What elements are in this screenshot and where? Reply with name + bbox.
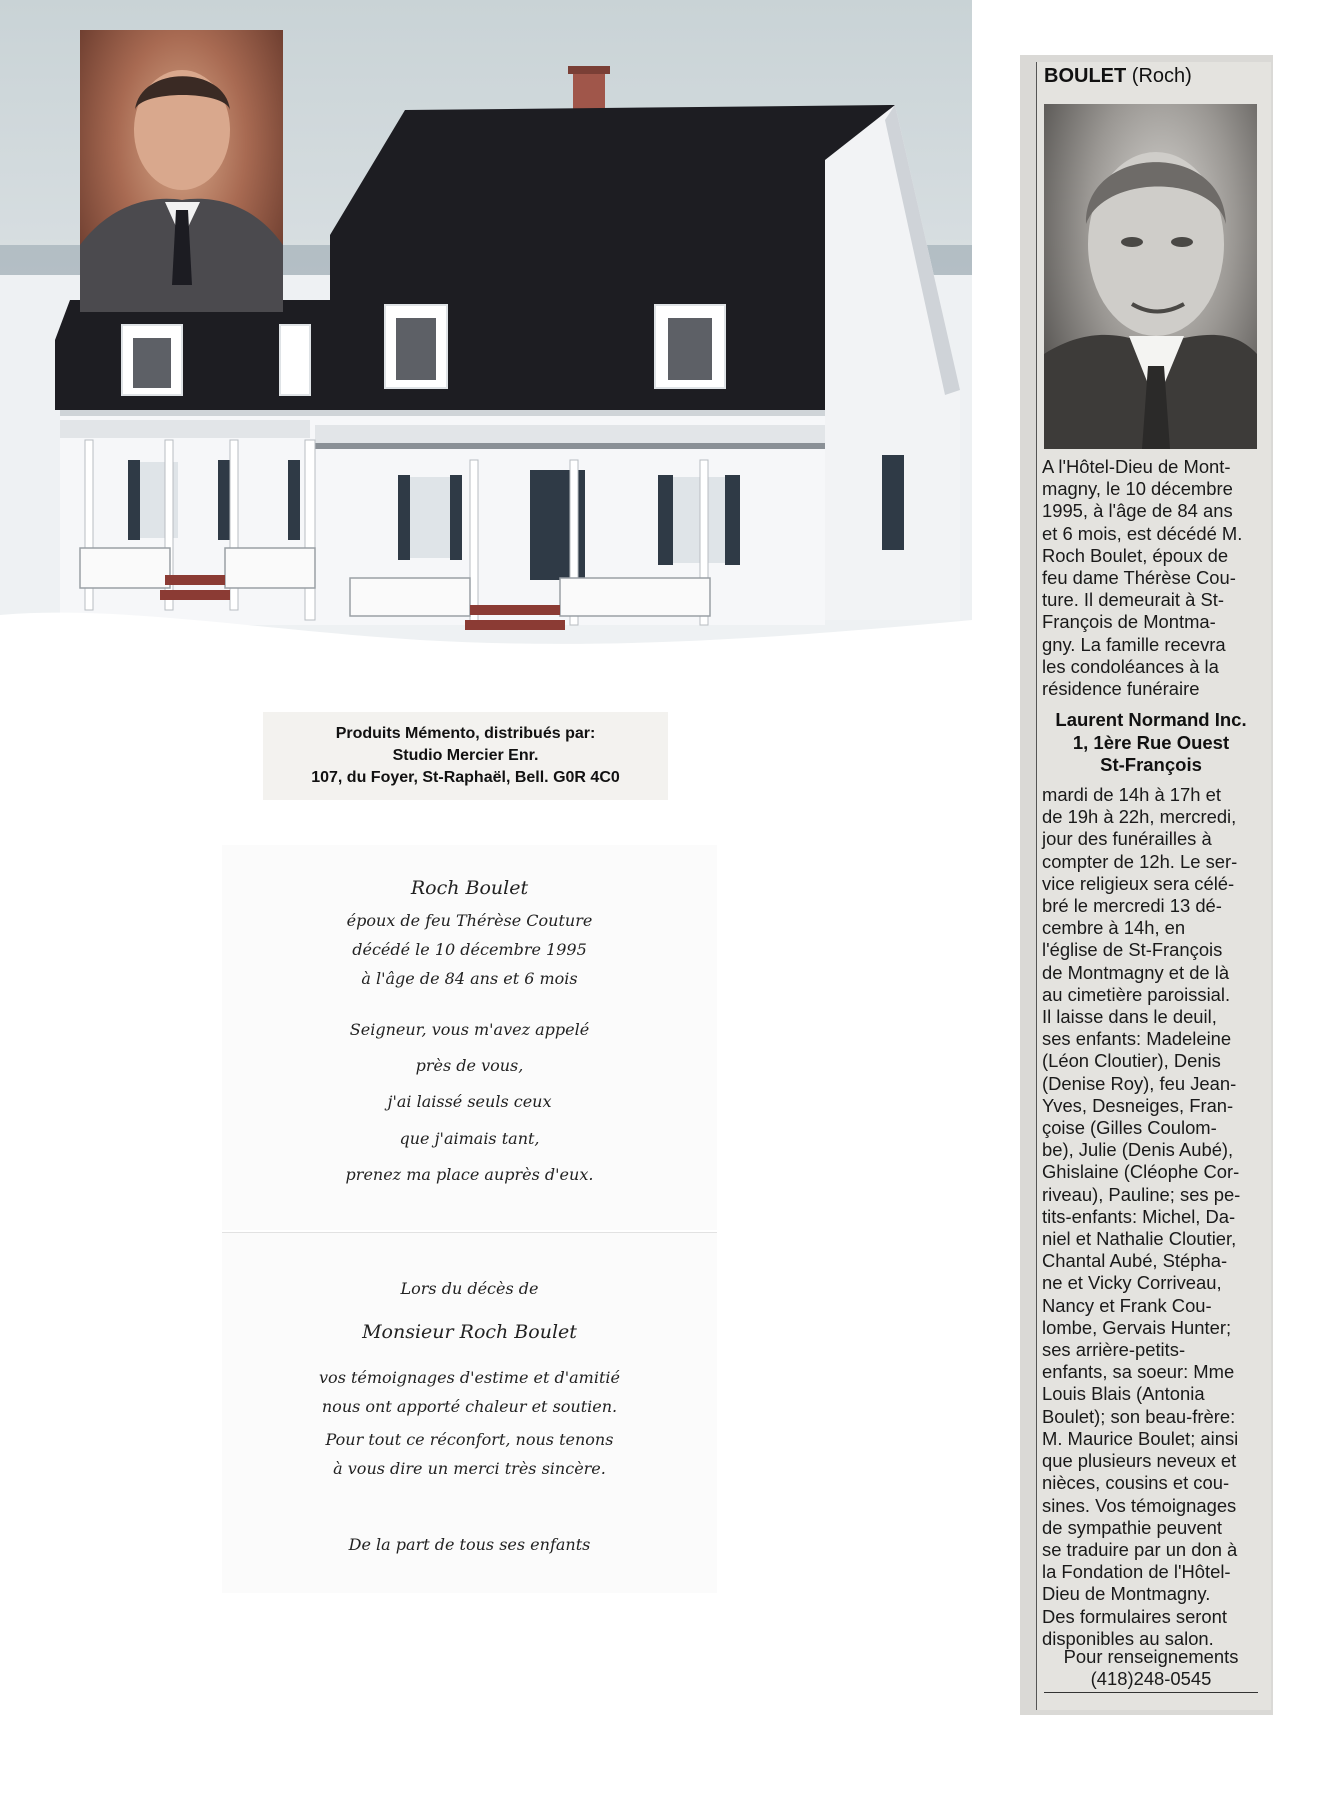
portrait-photo [80,30,283,312]
poem-line: j'ai laissé seuls ceux [387,1092,552,1111]
thanks-line: nous ont apporté chaleur et soutien. [321,1397,618,1416]
obituary-line: Yves, Desneiges, Fran- [1042,1094,1234,1116]
obituary-line: Nancy et Frank Cou- [1042,1294,1212,1316]
obituary-portrait [1044,104,1257,449]
card-death-date: décédé le 10 décembre 1995 [352,940,587,959]
divider [1044,1692,1258,1693]
obituary-line: compter de 12h. Le ser- [1042,850,1238,872]
obituary-line: Il laisse dans le deuil, [1042,1006,1217,1028]
obituary-line: ses arrière-petits- [1042,1339,1186,1361]
obituary-line: Chantal Aubé, Stépha- [1042,1250,1228,1272]
memorial-card-back [222,1232,717,1593]
obituary-line: ses enfants: Madeleine [1042,1028,1232,1050]
obituary-surname: BOULET [1044,65,1127,87]
obituary-line: Dieu de Montmagny. [1042,1583,1211,1605]
obituary-line: de 19h à 22h, mercredi, [1042,806,1237,828]
obituary-line: François de Montma- [1042,611,1216,633]
obituary-line: lombe, Gervais Hunter; [1042,1316,1232,1338]
obituary-given-name: (Roch) [1131,65,1192,87]
obituary-line: Roch Boulet, époux de [1042,544,1229,566]
obituary-line: vice religieux sera célé- [1042,872,1235,894]
obituary-line: jour des funérailles à [1042,828,1212,850]
distributor-line-1: Produits Mémento, distribués par: [335,725,596,742]
obituary-contact [1040,1646,1262,1690]
obituary-line: au cimetière paroissial. [1042,983,1231,1005]
obituary-line: riveau), Pauline; ses pe- [1042,1183,1241,1205]
obituary-paragraph-1 [1042,456,1260,700]
house-photo [0,0,972,671]
poem-line: Seigneur, vous m'avez appelé [349,1020,590,1039]
obituary-line: (Denise Roy), feu Jean- [1042,1072,1237,1094]
obituary-line: que plusieurs neveux et [1042,1450,1237,1472]
person-icon [1044,104,1257,449]
poem-line: que j'aimais tant, [399,1129,540,1148]
obituary-line: la Fondation de l'Hôtel- [1042,1561,1231,1583]
obituary-header [1044,65,1192,88]
memorial-card-front [222,845,717,1230]
card-signature: De la part de tous ses enfants [348,1535,591,1554]
funeral-home-city: St-François [1100,754,1202,775]
obituary-line: Ghislaine (Cléophe Cor- [1042,1161,1240,1183]
obituary-line: les condoléances à la [1042,655,1219,677]
poem-line: près de vous, [415,1056,524,1075]
obituary-line: et 6 mois, est décédé M. [1042,522,1243,544]
funeral-home-name: Laurent Normand Inc. [1055,709,1247,730]
obituary-line: bré le mercredi 13 dé- [1042,895,1222,917]
obituary-line: niel et Nathalie Cloutier, [1042,1228,1237,1250]
obituary-line: ture. Il demeurait à St- [1042,589,1224,611]
obituary-line: de sympathie peuvent [1042,1516,1222,1538]
card-spouse: époux de feu Thérèse Couture [346,911,593,930]
obituary-line: mardi de 14h à 17h et [1042,784,1221,805]
obituary-line: tits-enfants: Michel, Da- [1042,1205,1236,1227]
obituary-line: Boulet); son beau-frère: [1042,1405,1236,1427]
card-name: Roch Boulet [410,877,529,899]
contact-phone: (418)248-0545 [1090,1668,1212,1690]
thanks-line: Pour tout ce réconfort, nous tenons [325,1430,614,1449]
obituary-line: Des formulaires seront [1042,1605,1227,1627]
obituary-line: M. Maurice Boulet; ainsi [1042,1427,1239,1449]
contact-label: Pour renseignements [1063,1646,1239,1667]
obituary-line: cembre à 14h, en [1042,917,1186,939]
obituary-line: se traduire par un don à [1042,1538,1238,1560]
obituary-line: feu dame Thérèse Cou- [1042,567,1236,589]
distributor-stamp [263,712,668,800]
obituary-line: sines. Vos témoignages [1042,1494,1237,1516]
obituary-line: l'église de St-François [1042,939,1223,961]
obituary-line: nièces, cousins et cou- [1042,1472,1230,1494]
obituary-line: résidence funéraire [1042,678,1200,700]
obituary-line: enfants, sa soeur: Mme [1042,1361,1235,1383]
obituary-line: A l'Hôtel-Dieu de Mont- [1042,456,1231,477]
funeral-home-address: 1, 1ère Rue Ouest [1072,731,1230,753]
obituary-line: de Montmagny et de là [1042,961,1230,983]
obituary-line: gny. La famille recevra [1042,633,1226,655]
funeral-home [1040,709,1262,777]
obituary-paragraph-2 [1042,784,1260,1650]
person-icon [80,30,283,312]
card-intro: Lors du décès de [400,1279,539,1298]
obituary-line: çoise (Gilles Coulom- [1042,1117,1217,1139]
distributor-line-2: Studio Mercier Enr. [392,747,539,764]
obituary-line: 1995, à l'âge de 84 ans [1042,500,1233,522]
obituary-line: (Léon Cloutier), Denis [1042,1050,1221,1072]
card-age: à l'âge de 84 ans et 6 mois [361,969,578,988]
thanks-line: à vous dire un merci très sincère. [333,1459,606,1478]
obituary-line: ne et Vicky Corriveau, [1042,1272,1222,1294]
obituary-line: magny, le 10 décembre [1042,478,1233,500]
obituary-line: be), Julie (Denis Aubé), [1042,1139,1234,1161]
obituary-line: disponibles au salon. [1042,1627,1214,1649]
distributor-line-3: 107, du Foyer, St-Raphaël, Bell. G0R 4C0 [311,769,620,786]
poem-line: prenez ma place auprès d'eux. [345,1165,594,1184]
obituary-line: Louis Blais (Antonia [1042,1383,1205,1405]
thanks-line: vos témoignages d'estime et d'amitié [319,1368,620,1387]
card-back-name: Monsieur Roch Boulet [362,1321,577,1343]
